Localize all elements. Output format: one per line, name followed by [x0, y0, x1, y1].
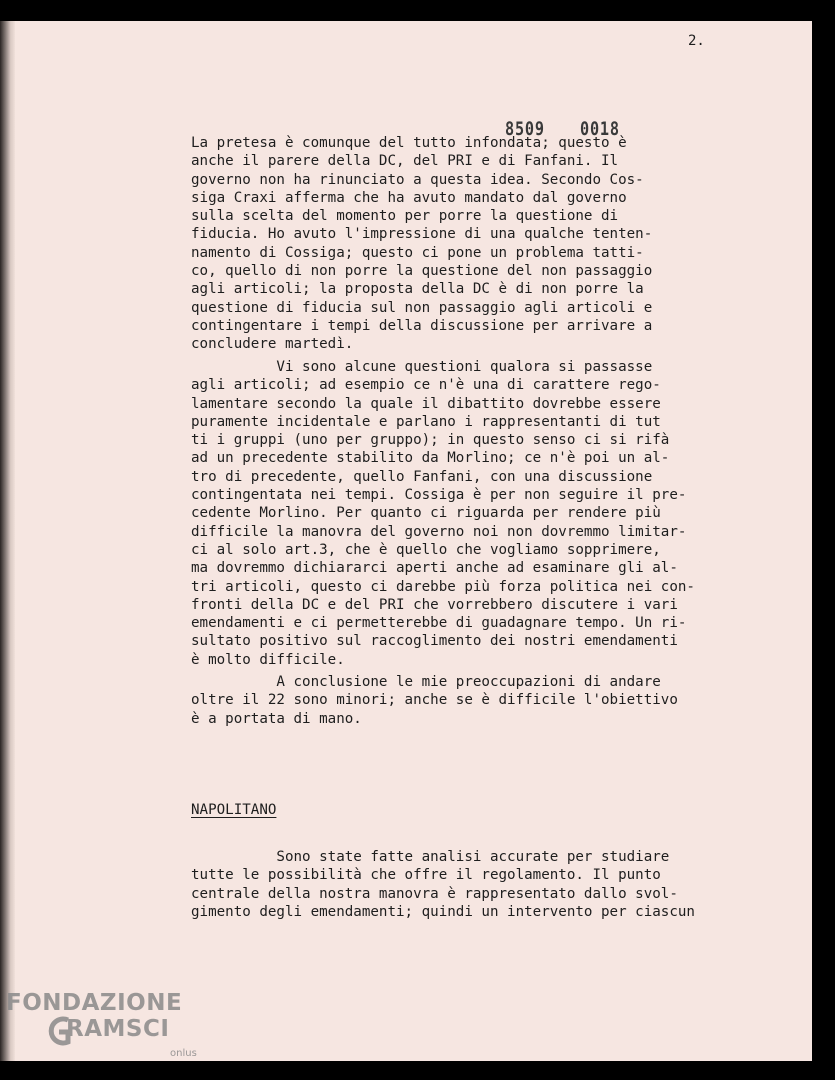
text-line: ti i gruppi (uno per gruppo); in questo senso ci si rifà	[191, 432, 670, 449]
text-line: contingentata nei tempi. Cossiga è per non seguire il pre-	[191, 487, 687, 504]
text-line: sultato positivo sul raccoglimento dei nostri emendamenti	[191, 633, 678, 650]
text-line: tutte le possibilità che offre il regolamento. Il punto	[191, 867, 661, 884]
text-line: oltre il 22 sono minori; anche se è difficile l'obiettivo	[191, 692, 678, 709]
watermark-line-3: onlus	[170, 1048, 197, 1059]
text-line: difficile la manovra del governo noi non dovremmo limitar-	[191, 523, 687, 540]
text-line: gimento degli emendamenti; quindi un intervento per ciascun	[191, 903, 695, 920]
page-binding-edge	[0, 21, 15, 1061]
text-line: emendamenti e ci permetterebbe di guadagnare tempo. Un ri-	[191, 615, 687, 632]
paragraph-2	[191, 358, 751, 669]
text-line: ma dovremmo dichiararci aperti anche ad esaminare gli al-	[191, 560, 678, 577]
text-line: fronti della DC e del PRI che vorrebbero discutere i vari	[191, 596, 678, 613]
text-line: fiducia. Ho avuto l'impressione di una qualche tenten-	[191, 226, 653, 243]
text-line: tro di precedente, quello Fanfani, con una discussione	[191, 468, 653, 485]
text-line: Sono state fatte analisi accurate per studiare	[191, 849, 670, 865]
text-line: La pretesa è comunque del tutto infondata; questo è	[191, 135, 627, 151]
archive-stamp-right: 0018	[579, 118, 620, 140]
text-line: è molto difficile.	[191, 651, 345, 668]
text-line: cedente Morlino. Per quanto ci riguarda per rendere più	[191, 505, 661, 522]
section-heading: NAPOLITANO	[191, 802, 277, 818]
text-line: tri articoli, questo ci darebbe più forza politica nei con-	[191, 578, 695, 595]
text-line: agli articoli; la proposta della DC è di non porre la	[191, 281, 644, 298]
text-line: A conclusione le mie preoccupazioni di andare	[191, 674, 661, 690]
text-line: siga Craxi afferma che ha avuto mandato dal governo	[191, 189, 627, 206]
text-line: lamentare secondo la quale il dibattito dovrebbe essere	[191, 395, 661, 412]
text-line: contingentare i tempi della discussione per arrivare a	[191, 317, 653, 334]
paragraph-1	[191, 134, 751, 354]
watermark-line-1: FONDAZIONE	[6, 990, 183, 1016]
watermark-line-2: RAMSCI	[66, 1016, 170, 1042]
archive-stamp-left: 8509	[505, 118, 545, 140]
paragraph-4	[191, 848, 751, 921]
text-line: sulla scelta del momento per porre la questione di	[191, 208, 619, 225]
text-line: Vi sono alcune questioni qualora si passasse	[191, 359, 653, 375]
text-line: agli articoli; ad esempio ce n'è una di carattere rego-	[191, 377, 661, 394]
text-line: questione di fiducia sul non passaggio agli articoli e	[191, 299, 653, 316]
text-line: è a portata di mano.	[191, 710, 362, 727]
page-number: 2.	[688, 33, 705, 49]
text-line: namento di Cossiga; questo ci pone un problema tatti-	[191, 244, 644, 261]
text-line: ci al solo art.3, che è quello che vogliamo sopprimere,	[191, 541, 661, 558]
text-line: centrale della nostra manovra è rappresentato dallo svol-	[191, 885, 678, 902]
text-line: ad un precedente stabilito da Morlino; ce n'è poi un al-	[191, 450, 670, 467]
text-line: puramente incidentale e parlano i rappresentanti di tut	[191, 413, 661, 430]
text-line: anche il parere della DC, del PRI e di Fanfani. Il	[191, 153, 619, 170]
text-line: co, quello di non porre la questione del non passaggio	[191, 263, 653, 280]
text-line: concludere martedì.	[191, 336, 354, 353]
paragraph-3	[191, 673, 751, 728]
text-line: governo non ha rinunciato a questa idea. Secondo Cos-	[191, 171, 644, 188]
